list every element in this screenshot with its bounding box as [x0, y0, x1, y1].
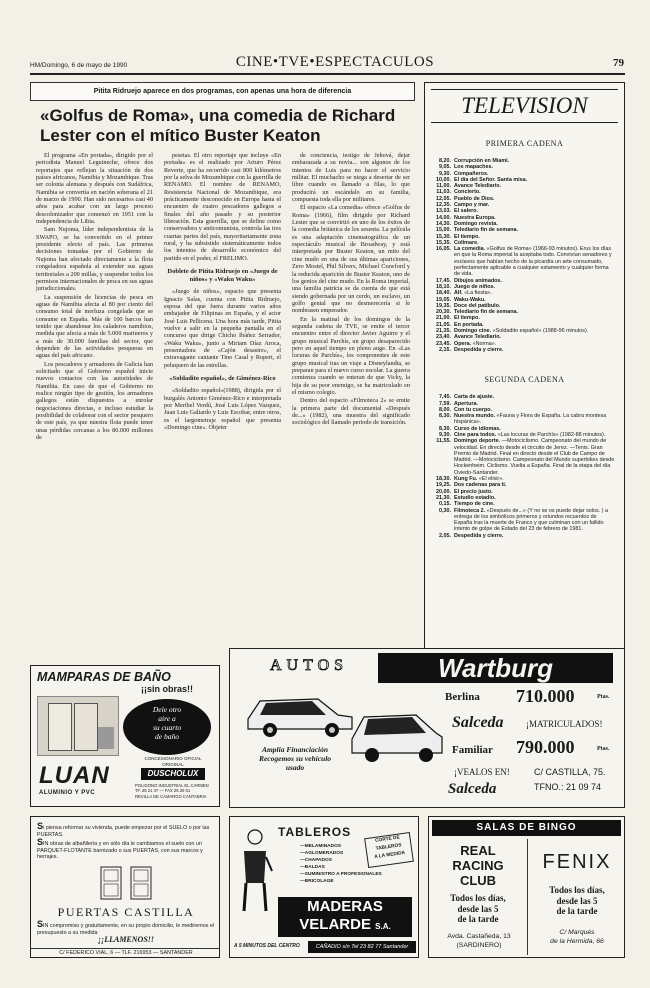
tv-program-description: «Norma».	[472, 340, 497, 347]
tv-program	[454, 246, 616, 277]
name-line: RACING	[452, 858, 504, 873]
tv-program-name: Waku-Waku.	[454, 296, 486, 303]
berlina-price: 710.000	[516, 686, 575, 706]
puertas-title: PUERTAS CASTILLA	[57, 905, 195, 919]
tv-program-name: Domingo deporte.	[454, 438, 501, 445]
stamp-line: A LA MEDIDA	[374, 850, 406, 861]
maderas-label: MADERAS	[307, 898, 383, 915]
hours-line: de la tarde	[556, 906, 598, 916]
tv-program-name: Corrupción en Miami.	[454, 158, 510, 164]
tv-time: 8,20.	[439, 158, 451, 164]
tv-program-name: Despedida y cierre.	[454, 532, 504, 539]
tv-program-name: Colimare.	[454, 239, 479, 246]
tableros-stamp	[364, 832, 414, 868]
tv-time: 0,15.	[439, 501, 451, 508]
tv-program-name: Estudio estadio.	[454, 494, 496, 501]
hours-line: Todos los días,	[450, 893, 506, 903]
tv-time: 19,25.	[436, 482, 451, 489]
financing-text	[240, 745, 350, 772]
tv-program-name: Domingo revista.	[454, 220, 498, 227]
tv-program-name: Compañeros.	[454, 170, 489, 177]
primera-cadena-heading: PRIMERA CADENA	[485, 139, 564, 148]
tv-program-name: La comedia.	[454, 246, 486, 253]
tv-time: 21,05.	[436, 321, 451, 328]
subheading: Doblete de Pitita Ridruejo en «Juego de niños» y «Waku Waku»	[167, 268, 278, 283]
hours-line: Todos los días,	[549, 885, 605, 895]
tv-time: 10,00.	[436, 176, 451, 183]
tv-program-name: Opera.	[454, 340, 472, 347]
tv-time: 11,55.	[436, 438, 451, 445]
bubble-line: aire a	[158, 714, 176, 723]
bubble-line: de baño	[155, 732, 179, 741]
puertas-text-3	[37, 921, 215, 936]
tv-program-name: Avance Telediario.	[454, 183, 502, 190]
tv-program-description: «Golfus de Roma» (1966-93 minutos). Erus los días en que la Roma imperial la aceptaba todo. Convivían senadores y esclavos que habían hecho de la picardía un arte consumado, perfectamente aplicable a cualquier estamento y cualquier forma de vida.	[454, 246, 612, 278]
paragraph: «Juego de niños», espacio que presenta Ignacio Salas, cuenta con Pitita Ridruejo, esposa del que fuera durante varios años embajador de Filipinas en España, y el actor José Luis Pellicena. Una hora más tarde, Pitita vuelve a salir en la pequeña pantalla en el concurso que dirige Chicho Ibáñez Serrador, «Waku Waku», junto a Miriam Díaz Aroca, presentadora de «Cajón desastre», el extravagante cantante Tino Casal y Rupert, el peluquero de las estrellas.	[164, 288, 281, 369]
product-item: —BRICOLAGE	[300, 879, 334, 884]
article-column-2	[164, 152, 281, 652]
tv-program-name: Apertura.	[454, 400, 478, 407]
car-illustration	[346, 703, 446, 769]
stamp-line: CORTE DE	[374, 835, 401, 844]
tv-program-name: Telediario fin de semana.	[454, 227, 519, 234]
tv-program-description: «El elixir».	[478, 476, 504, 483]
tv-time: 21,00.	[436, 315, 451, 322]
address-line: (SARDINERO)	[456, 941, 502, 949]
carpenter-illustration	[236, 825, 274, 915]
subheading: «Soldadito español», de Giménez-Rico	[169, 374, 276, 382]
article-kicker: Pitita Ridruejo aparece en dos programas, con apenas una hora de diferencia	[93, 88, 352, 95]
fenix-name: FENIX	[542, 851, 612, 873]
tv-time: 18,40.	[436, 290, 451, 297]
mamparas-bubble	[123, 699, 211, 755]
tv-time: 12,35.	[436, 202, 451, 209]
tv-program-name: Nuestra mundo.	[454, 413, 496, 420]
door-icons	[93, 865, 159, 901]
ad-salas-bingo	[428, 816, 625, 958]
tv-time: 15,35.	[436, 239, 451, 246]
tv-program-description: «Las locuras de Parchís» (1982-88 minutos).	[497, 431, 606, 438]
tv-time: 12,05.	[436, 195, 451, 202]
wartburg-phone: TFNO.: 21 09 74	[534, 782, 602, 792]
tv-program-name: El tiempo.	[454, 233, 480, 240]
stamp-line: TABLEROS	[375, 843, 402, 852]
familiar-price: 790.000	[516, 737, 575, 757]
tv-time: 2,05.	[439, 532, 451, 539]
article-kicker-box	[30, 82, 415, 101]
tv-time: 18,10.	[436, 283, 451, 290]
tv-listing-row	[431, 508, 616, 533]
tv-program-name: El tiempo.	[454, 315, 480, 322]
tv-program-name: Telediario fin de semana.	[454, 309, 519, 316]
tv-time: 11,00.	[436, 183, 451, 190]
car-illustration	[240, 685, 360, 741]
hours-line: de la tarde	[457, 914, 499, 924]
tv-program-name: Nuestra Europa.	[454, 214, 496, 221]
velos-label: ¡VEALOS EN!	[454, 767, 510, 777]
paragraph: Los pescadores y armadores de Galicia han solicitado que el Gobierno español inicie nuevos contactos con las autoridades de Namibia. En caso de que el Gobierno no realice ningún tipo de gestión, los armadores gallegos están dispuestos a enrolar negociaciones directas, e incluso estudiar la posibilidad de colaborar con el sector pesquero de este país, ya que nuestra flota puede tener unas pérdidas cercanas a los 80.000 millones de	[36, 360, 153, 442]
tv-program-name: El precio justo.	[454, 488, 493, 495]
product-item: —CHAPADOS	[300, 858, 332, 863]
drop-cap: S	[37, 837, 44, 847]
paragraph: «Soldadito español»(1988), dirigida por el burgalés Antonio Giménez-Rico e interpretada por Meribel Verdú, José Luis López Vazquez, Juan Luis Galiardo y Luis Escobar, entre otros, es el largometraje español que presenta «Domingo cine». Objeter	[164, 387, 281, 432]
paragraph: La suspensión de licencias de pesca en aguas de Namibia afecta al 80 por ciento del consumo total de merluza congelada que se consume en España. Más de 100 barcos han tenido que abandonar los caladeros namibios, medida que afecta a más de 5.000 marineros y a más de 30.000 familias del sector, que dependen de las actividades pesqueras en aguas del país africano.	[36, 293, 153, 360]
tv-program-name: Avance Telediario.	[454, 334, 502, 341]
paragraph: de conciencia, testigo de Jehová, dejar embarazada a su novia... son algunos de los intentos de Luis para no hacer el servicio militar. El muchacho se niega a desertar de ser libre cuando es llamado a filas, lo que producirá un escándalo en su familia, compuesta toda ella por militares.	[292, 152, 410, 204]
bingo-divider	[527, 839, 528, 955]
article-column-1	[36, 152, 153, 652]
tv-program-name: Domingo cine.	[454, 328, 492, 335]
fenix-hours	[531, 885, 623, 917]
salceda-label-2: Salceda	[448, 781, 497, 797]
address-line: de la Hermida, 66	[550, 937, 604, 945]
tv-time: 9,30.	[439, 170, 451, 177]
tv-time: 8,30.	[439, 413, 451, 420]
tv-program-name: En portada.	[454, 321, 484, 328]
tv-program	[454, 508, 616, 533]
tv-time: 9,05.	[439, 164, 451, 171]
mamparas-title: MAMPARAS DE BAÑO	[37, 670, 171, 684]
ptas-label: Ptas.	[597, 746, 610, 752]
tv-program-name: Filmoteca 2.	[454, 507, 486, 514]
product-item: —SUMINISTRO A PROFESIONALES	[300, 872, 382, 877]
tv-time: 20,30.	[436, 309, 451, 316]
luan-sub: ALUMINIO Y PVC	[39, 790, 96, 796]
tv-program-name: El salero.	[454, 208, 478, 215]
tv-program-name: Curso de idiomas.	[454, 425, 501, 432]
tv-program-name: El día del Señor. Santa misa.	[454, 176, 528, 183]
shower-screen-image	[37, 696, 119, 756]
tv-time: 9,30.	[439, 431, 451, 438]
duscholux-logo: DUSCHOLUX	[141, 768, 205, 780]
tv-time: 15,00.	[436, 227, 451, 234]
tv-program-name: Juego de niños.	[454, 283, 496, 290]
tv-title: TELEVISION	[431, 89, 618, 123]
address-line: C/ Marqués	[559, 929, 595, 936]
hours-line: desde las 5	[556, 895, 598, 906]
tv-program-name: Despedida y cierre.	[454, 346, 504, 353]
tv-program-name: Campo y mar.	[454, 202, 490, 209]
tv-time: 15,30.	[436, 233, 451, 240]
section-title: CINE•TVE•ESPECTACULOS	[235, 54, 435, 70]
tv-time: 19,05.	[436, 296, 451, 303]
ad-line: i piensa reformar su vivienda, puede empezar por el SUELO o por las PUERTAS.	[37, 825, 210, 838]
paragraph: El espacio «La comedia» ofrece «Golfus de Roma» (1966), film dirigido por Richard Lester que se convirtió en uno de los éxitos de la comedia británica de los sesenta. La película es una adaptación cinematográfica de un espectáculo musical de Broadway, y está interpretada por Buster Keaton, un mito del cine mudo en una de sus últimas apariciones, Zero Mostel, Phil Silvers, Michael Crawford y la reducida aparición de Buster Keaton, uno de los genios del cine mudo. En la Roma imperial, una familia patricia se da cuenta de que está siendo gobernada por un cerdo, un esclavo, un golfo genial que no desmerecería si le nombrasen emperador.	[292, 204, 410, 315]
page-number: 79	[613, 57, 624, 69]
article-column-3	[292, 152, 410, 652]
segunda-cadena-list	[425, 394, 624, 539]
financing-line: usado	[285, 763, 305, 772]
hours-line: desde las 5	[457, 903, 499, 914]
address-line: TF. 25 21 47 — FAX 25 20 61	[135, 788, 191, 794]
tv-listing-row	[431, 413, 616, 426]
tv-time: 11,03.	[436, 189, 451, 196]
paragraph: Sam Nujoma, líder independentista de la SWAPO, se ha convertido en el primer presidente electo el país. Las primeras decisiones tomadas por el Gobierno de Nujoma han afectado directamente a la flota congeladora española al extender sus aguas territoriales a 200 millas, y suspender todos los permisos internacionales de pesca en sus aguas jurisdiccionales.	[36, 226, 153, 293]
article-headline: «Golfus de Roma», una comedia de Richard Lester con el mítico Buster Keaton	[40, 106, 396, 145]
drop-cap: S	[37, 919, 44, 929]
bubble-line: Dele otro	[152, 705, 182, 714]
tv-time: 21,35.	[436, 328, 451, 335]
tv-listing-row	[431, 533, 616, 539]
berlina-label: Berlina	[445, 691, 480, 703]
drop-cap: S	[37, 821, 44, 831]
tv-program-name: Kung Fu.	[454, 476, 478, 483]
tv-time: 13,03.	[436, 208, 451, 215]
tv-program	[454, 438, 616, 476]
mamparas-slogan: ¡¡sin obras!!	[141, 684, 194, 694]
concession-label: CONCESIONARIO OFICIAL	[144, 756, 202, 761]
tv-listings-box	[424, 82, 625, 654]
tv-program	[454, 347, 616, 353]
racing-hours	[433, 893, 523, 925]
tv-time: 20,00.	[436, 488, 451, 495]
tv-program-name: Dibujos animados.	[454, 277, 502, 284]
autos-label: AUTOS	[270, 657, 349, 674]
puertas-text-2	[37, 839, 215, 861]
tv-time: 18,30.	[436, 476, 451, 483]
product-item: —BALDAS	[300, 865, 325, 870]
sa-label: S.A.	[375, 922, 391, 931]
tv-time: 21,30.	[436, 494, 451, 501]
ad-line: IN obras de albañilería y en sólo día le cambiamos el suelo con un PARQUET-FLOTANTE barnizado o sus PUERTAS, con sus marcos y herrajes.	[37, 841, 203, 861]
paragraph: En la matinal de los domingos de la segunda cadena de TVE, se emite el tercer encuentro entre el director Javier Aguirre y el grupo musical Parchís, un grupo desaparecido pero en aquel tiempo en pleno auge. En «Las locuras de Parchís», los componentes de este grupo musical tras un viaje a Disneylandia, se preparan para el nuevo curso escolar. La guerra comienza cuando se enteran de que Vicky, la hija de su peor enemigo, se ha matriculado en el mismo colegio.	[292, 315, 410, 396]
tableros-footer-left: A 5 MINUTOS DEL CENTRO	[234, 943, 300, 949]
tv-time: 17,45.	[436, 277, 451, 284]
llamenos-label: ¡¡LLAMENOS!!	[97, 935, 154, 944]
ad-line: IN compromiso y gratuitamente, en su propio domicilio, le mediremos el presupuesto a su medida	[37, 923, 215, 936]
mamparas-address	[135, 783, 217, 799]
tv-program-name: Doce del patíbulo.	[454, 302, 501, 309]
tv-program	[454, 413, 616, 426]
tv-time: 7,59.	[439, 400, 451, 407]
paragraph: Dentro del espacio «Filmoteca 2» se emite la primera parte del documental «Después de...» (1982), una muestra del significado sociológico del llamado periodo de transición.	[292, 397, 410, 427]
wartburg-address: C/ CASTILLA, 75.	[534, 767, 606, 777]
header-rule	[30, 73, 625, 75]
tv-program-name: Alf.	[454, 290, 463, 297]
salceda-label: Salceda	[452, 714, 504, 731]
tv-program-name: Carta de ajuste.	[454, 394, 495, 401]
segunda-cadena-heading: SEGUNDA CADENA	[484, 375, 565, 385]
paragraph: pesetas. El otro reportaje que incluye «En portada» es el realizado por Arturo Pérez Reverte, que ha recorrido casi 800 kilómetros por la selva de Mozambique con la guerrilla de RENAMO. El nombre de RENAMO, Resistencia Nacional de Mozambique, era prácticamente desconocido en Europa hasta el encuentro de cuatro pescadores gallegos a finales del año pasado y su posterior liberación. Esta guerrilla, que se define como conservadora y anticomunista, controla las tres cuartas partes del país, mayoritariamente zona rural, y ha subsistido sistemáticamente todos los intentos de desarrollo económico del partido en el poder, el FRELIMO.	[164, 152, 281, 262]
puertas-address: C/ FEDERICO VIAL, 6 — TLF. 216953 — SANTANDER	[31, 948, 220, 956]
tv-program-name: Pueblo de Dios.	[454, 195, 495, 202]
tv-time: 8,30.	[439, 425, 451, 432]
address-line: REVILLA DE CAMARGO CANTABRIA	[135, 793, 207, 799]
product-item: —MELAMINADOS	[300, 844, 342, 849]
date-line: HM/Domingo, 6 de mayo de 1990	[30, 62, 128, 69]
address-line: Avda. Castañeda, 13	[447, 933, 511, 940]
primera-cadena-list	[425, 158, 624, 353]
luan-logo: LUAN	[39, 762, 110, 789]
paragraph: El programa «En portada», dirigido por el periodista Manuel Leguineche, ofrece dos reportajes que reflejan la situación de dos países africanos, Namibia y Mozambique. Tras ser colonia alemana y después con Sudáfrica, Namibia se convertía en nación soberana el 21 de marzo de 1990. Han sido necesarios casi 40 años para acabar con un largo proceso descolonizador que comenzó en 1951 con la independencia de Libia.	[36, 152, 153, 226]
tv-listing-row	[431, 246, 616, 277]
tv-program-description: —Motociclismo. Campeonato del mundo de velocidad. En directo desde el circuito de Jerez. —Tenis. Gran Premio de Madrid. Final en directo desde el Club de Campo de Madrid. —Motociclismo. Campeonato del Mundo superbikes desde Hockenheim. Ciclismo. Vuelta a España. Final de la etapa del día Oviedo-Santander.	[454, 438, 615, 476]
tv-time: 7,45.	[439, 394, 451, 401]
velarde-logo-block	[278, 897, 412, 937]
tableros-title: TABLEROS	[278, 825, 352, 839]
velarde-name: VELARDE	[299, 916, 371, 933]
name-line: REAL	[460, 843, 496, 858]
original-label: ORIGINAL	[162, 762, 184, 767]
tv-time: 23,40.	[436, 334, 451, 341]
ad-maderas-velarde	[229, 816, 419, 958]
tv-time: 19,35.	[436, 302, 451, 309]
tableros-footer-right: CAÑADIO s/n Tel 23 82 77 Santander	[308, 941, 416, 953]
matriculados-label: ¡MATRICULADOS!	[526, 719, 603, 729]
tv-program-description: «La fiesta».	[464, 290, 493, 297]
racing-address	[433, 933, 525, 950]
tv-program-description: «Después de...» (Y no se os puede dejar solos. ) a entrega de los simbólicos primeros y oriundos recuerdos de España tras la muerte de Franco y que culminan con un fallido intento de golpe de Estado del 23 de febrero de 1981.	[454, 507, 608, 533]
tv-listing-row	[431, 347, 616, 353]
address-line: POLIGONO INDUSTRIAL EL CARMEN	[135, 783, 209, 788]
tv-program-name: Con tu cuerpo.	[454, 406, 493, 413]
tv-time: 8,00.	[439, 406, 451, 413]
ptas-label: Ptas.	[597, 694, 610, 700]
tv-time: 2,15.	[439, 346, 451, 353]
ad-wartburg	[229, 648, 625, 808]
bubble-line: su cuarto	[152, 723, 182, 732]
ad-puertas-castilla	[30, 816, 220, 958]
fenix-address	[531, 929, 623, 946]
tv-program-description: «Soldadito español» (1988-96 minutos).	[492, 328, 589, 335]
tv-time: 16,05.	[436, 246, 451, 253]
tv-time: 23,45.	[436, 340, 451, 347]
puertas-text-1	[37, 823, 215, 838]
tv-program-name: Dos cadenas para ti.	[454, 482, 507, 489]
tv-time: 0,30.	[439, 507, 451, 514]
wartburg-logo: Wartburg	[378, 653, 613, 683]
tv-program	[454, 533, 616, 539]
tv-time: 14,00.	[436, 214, 451, 221]
tv-program-name: Cine para todos.	[454, 431, 497, 438]
financing-line: Recogemos su vehículo	[258, 754, 332, 763]
tv-program-name: Concierto.	[454, 189, 481, 196]
ad-mamparas	[30, 665, 220, 807]
tv-time: 14,30.	[436, 220, 451, 227]
familiar-label: Familiar	[452, 744, 493, 756]
bingo-title: SALAS DE BINGO	[432, 820, 621, 836]
velarde-label	[278, 916, 412, 936]
product-item: —AGLOMERADOS	[300, 851, 344, 856]
tv-program-name: Los mapaches.	[454, 164, 493, 171]
financing-line: Amplia Financiación	[261, 745, 329, 754]
racing-name	[433, 843, 523, 888]
name-line: CLUB	[459, 873, 497, 888]
tv-program-description: «Fauna y Flora de España. La cabra montesa hispánica».	[454, 413, 607, 426]
tv-listing-row	[431, 438, 616, 476]
tv-program-name: Tiempo de cine.	[454, 501, 495, 508]
